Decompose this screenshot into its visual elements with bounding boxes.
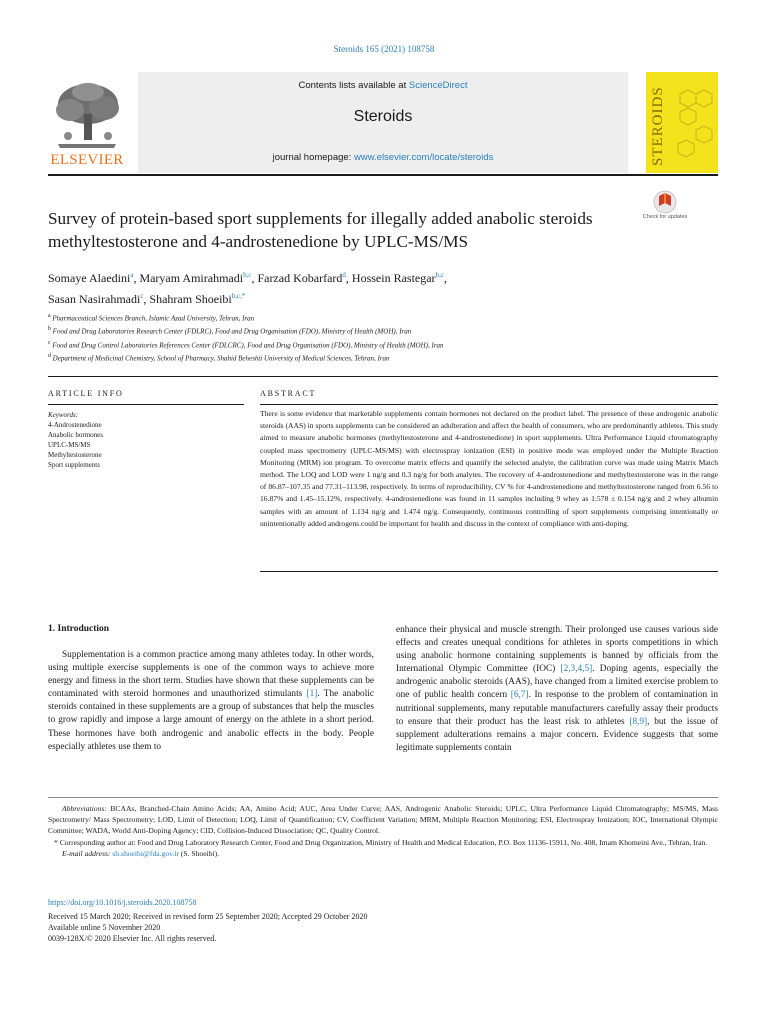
- introduction-heading: 1. Introduction: [48, 624, 110, 634]
- affiliation-key: b: [48, 326, 51, 333]
- author-affiliation-marker[interactable]: b,c: [243, 271, 252, 279]
- author-affiliation-marker[interactable]: a: [130, 271, 134, 279]
- affiliation-text: Food and Drug Laboratories Research Center (FDLRC), Food and Drug Organisation (FDO), Ministry of Health (MOH), Iran: [52, 327, 412, 336]
- affiliation-key: c: [48, 339, 51, 346]
- contents-line: [138, 80, 628, 91]
- citation-link[interactable]: [2,3,4,5]: [560, 664, 593, 675]
- intro-text: , but the issue of supplement adulterations remains a major concern. Evidence suggests that some legitimate supplements contain: [396, 716, 718, 753]
- footnote-rule: [48, 797, 718, 798]
- elsevier-wordmark: ELSEVIER: [50, 152, 124, 168]
- footnotes: [48, 803, 718, 859]
- journal-cover-thumbnail[interactable]: [646, 72, 718, 173]
- intro-text: . In response to the problem of contamination in nutritional supplements, many reputable manufacturers carefully assay their products to ensure that their product has the least risk to athletes: [396, 690, 718, 727]
- email-link[interactable]: sh.shoeibi@fda.gov.ir: [112, 848, 179, 858]
- citation-link[interactable]: [6,7]: [510, 690, 529, 701]
- keywords-label: Keywords:: [48, 411, 79, 419]
- intro-text: enhance their physical and muscle strength. Their prolonged use causes various side effects and creates unequal conditions for athletes in sports competitions in which using anabolic hormone containing supplements is banned by officials from the International Olympic Committee (IOC): [396, 625, 718, 675]
- author-separator: ,: [133, 271, 140, 285]
- abbreviations-text: BCAAs, Branched-Chain Amino Acids; AA, Amino Acid; AUC, Area Under Curve; AAS, Androgenic Anabolic Steroids; UPLC, Ultra Performance Liquid Chromatography; MS/MS, Mass Spectrometry/ Mass Spectrometry; LOD, Limit of Detection; LOQ, Limit of Quantification; CV, Coefficient Variation; MRM, Multiple Reaction Monitoring; ESI, Electrospray Ionization; IOC, International Olympic Committee; WADA, World Anti-Doping Agency; CID, Collision-Induced Dissociation; QC, Quality Control.: [48, 804, 718, 836]
- author-name[interactable]: Somaye Alaedini: [48, 271, 131, 285]
- intro-text: Supplementation is a common practice among many athletes today. In other words, using multiple exercise supplements is one of the common ways to achieve more energy and fitness in the short term. Studies have shown that these supplements can be contaminated with steroid hormones and unauthorized stimulants: [48, 650, 374, 700]
- sciencedirect-link[interactable]: ScienceDirect: [408, 80, 468, 91]
- keyword-item: 4-Androstenedione: [48, 421, 102, 429]
- corresponding-author-footnote: * Corresponding author at: Food and Drug Laboratory Research Center, Food and Drug Organization, Ministry of Health and Medical Education, P.O. Box 11136-15911, No. 408, Imam Khomeini Ave., Tehran, Iran.: [54, 837, 708, 847]
- check-for-updates-label: Check for updates: [642, 214, 688, 220]
- affiliation-text: Department of Medicinal Chemistry, School of Pharmacy, Shahid Beheshti University of Medical Sciences, Tehran, Iran: [52, 354, 390, 363]
- author-separator: ,: [143, 292, 150, 306]
- author-affiliation-marker[interactable]: d: [342, 271, 346, 279]
- author-name[interactable]: Shahram Shoeibi: [149, 292, 232, 306]
- introduction-right-column: [396, 624, 718, 755]
- affiliation-text: Pharmaceutical Sciences Branch, Islamic Azad University, Tehran, Iran: [52, 314, 255, 323]
- intro-text: . Doping agents, especially the androgenic anabolic steroids (AAS), have changed from a limited exercise problem to one of public health concern: [396, 664, 718, 701]
- homepage-prefix: journal homepage:: [272, 152, 354, 163]
- keywords-block: [48, 410, 244, 470]
- affiliation-item: [48, 338, 648, 351]
- keyword-item: UPLC-MS/MS: [48, 441, 91, 449]
- abstract-bottom-rule: [260, 571, 718, 572]
- author-affiliation-marker[interactable]: b,c,*: [231, 292, 246, 300]
- journal-reference-link[interactable]: Steroids 165 (2021) 108758: [333, 44, 435, 54]
- author-name[interactable]: Maryam Amirahmadi: [139, 271, 244, 285]
- introduction-left-column: [48, 649, 374, 754]
- author-name[interactable]: Farzad Kobarfard: [257, 271, 343, 285]
- journal-homepage-line: [138, 152, 628, 163]
- author-affiliation-marker[interactable]: b,c: [435, 271, 444, 279]
- copyright-line: 0039-128X/© 2020 Elsevier Inc. All rights reserved.: [48, 934, 217, 943]
- intro-text: . The anabolic steroids contained in these supplements are a group of substances that help the muscles to grow rapidly and impose a large amount of energy on the athlete in a short period. These hormones have both androgenic and anabolic effects in the body. People especially athletes use them to: [48, 689, 375, 752]
- cover-molecule-icon: [646, 72, 718, 173]
- author-name[interactable]: Hossein Rastegar: [351, 271, 436, 285]
- email-label: E-mail address:: [62, 848, 113, 858]
- author-name[interactable]: Sasan Nasirahmadi: [48, 292, 141, 306]
- homepage-link[interactable]: www.elsevier.com/locate/steroids: [353, 152, 494, 163]
- affiliation-item: [48, 324, 648, 337]
- article-title: Survey of protein-based sport supplements for illegally added anabolic steroids methyltestosterone and 4-androstenedione by UPLC-MS/MS: [48, 209, 593, 251]
- affiliation-item: [48, 311, 648, 324]
- abbreviations-label: Abbreviations:: [62, 804, 107, 813]
- author-separator: ,: [251, 271, 258, 285]
- author-list: [48, 266, 648, 308]
- author-separator: ,: [345, 271, 352, 285]
- author-separator: ,: [443, 271, 447, 285]
- affiliation-item: [48, 351, 648, 364]
- received-dates: Received 15 March 2020; Received in revised form 25 September 2020; Accepted 29 October 2020: [48, 912, 368, 921]
- abstract-text: There is some evidence that marketable supplements contain hormones not declared on the product label. The presence of these androgenic anabolic steroids (AAS) in sports supplements can be considered an adulteration and affect the health of consumers, who are predominantly athletes. This study aimed to measure anabolic hormones (methyltestosterone and 4-androstenedione) in sport supplements. Ultra Performance Liquid chromatography coupled mass spectrometry (UPLC-MS/MS) with electrospray ionization (ESI) in positive mode was employed under the Multiple Reaction Monitoring (MRM) ion program. To overcome matrix effects and quantify the selected analyte, the calibration curve was made using Matrix Match method. The LOQ and LOD were 1 ng/g and 0.3 ng/g for both analytes. The recovery of 4-androstenedione and methyltestosterone was in the range of 86.87–107.35 and 77.31–113.98, respectively. In terms of reproducibility, CV % for 4-androstenedione and methyltestosterone ranged from 6.56 to 16.87% and 1.45–15.12%, respectively. 4-androstenedione was found in 11 samples including 9 whey as 1.578 ± 0.154 ng/g and 2 whey albumin samples with an amount of 1.134 ng/g and 1.474 ng/g. Consequently, continuous controlling of sport supplements comprising intentionally or unintentionally added androgens could be important for health and discuss in the context of compliance with anti-doping.: [260, 409, 718, 528]
- abstract-heading: ABSTRACT: [260, 389, 317, 398]
- email-suffix: (S. Shoeibi).: [178, 848, 220, 858]
- section-rule: [48, 376, 718, 377]
- abbreviations-footnote: [48, 803, 718, 837]
- author-affiliation-marker[interactable]: c: [140, 292, 144, 300]
- keyword-item: Sport supplements: [48, 461, 100, 469]
- keyword-item: Methyltestosterone: [48, 451, 102, 459]
- contents-prefix: Contents lists available at: [298, 80, 409, 91]
- doi-link[interactable]: https://doi.org/10.1016/j.steroids.2020.108758: [48, 898, 197, 907]
- article-info-heading: ARTICLE INFO: [48, 389, 124, 398]
- available-online: Available online 5 November 2020: [48, 923, 161, 932]
- journal-name: Steroids: [353, 108, 413, 125]
- citation-link[interactable]: [8,9]: [629, 716, 648, 727]
- affiliation-text: Food and Drug Control Laboratories References Center (FDLCRC), Food and Drug Organisation (FDO), Ministry of Health (MOH), Iran: [52, 340, 444, 349]
- header-rule: [48, 174, 718, 176]
- abstract-rule: [260, 404, 718, 405]
- email-footnote: [48, 848, 718, 859]
- publication-history: [48, 911, 367, 944]
- keyword-item: Anabolic hormones: [48, 431, 104, 439]
- affiliation-list: [48, 311, 648, 364]
- affiliation-key: d: [48, 352, 51, 359]
- check-for-updates-icon[interactable]: [648, 190, 682, 230]
- cover-title: STEROIDS: [650, 86, 666, 166]
- citation-link[interactable]: [1]: [306, 689, 318, 700]
- affiliation-key: a: [48, 313, 51, 319]
- article-info-rule: [48, 404, 244, 405]
